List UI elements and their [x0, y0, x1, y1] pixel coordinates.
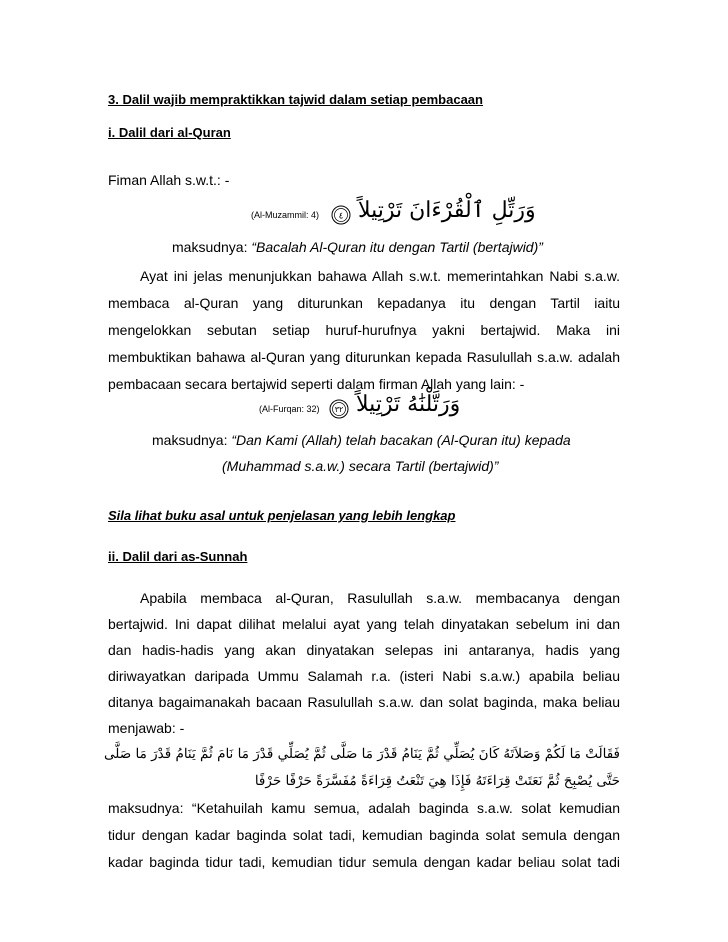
section-heading-quran: i. Dalil dari al-Quran — [108, 125, 231, 140]
ayah1-meaning-label: maksudnya: — [172, 239, 248, 255]
para1-line-2: membaca al-Quran yang diturunkan kepadanya itu dengan Tartil iaitu — [108, 295, 620, 311]
ayah2-arabic: وَرَتَّلْنَٰهُ تَرْتِيلاً — [356, 392, 461, 417]
para1-line-5: pembacaan secara bertajwid seperti dalam firman Allah yang lain: - — [108, 376, 525, 392]
para1-line-3: mengelokkan sebutan setiap huruf-hurufnya yakni bertajwid. Maka ini — [108, 322, 620, 338]
ayah-number-marker-icon — [328, 398, 350, 420]
ayah2-number: ٣٢ — [334, 405, 344, 414]
para2-line-6: menjawab: - — [108, 720, 185, 736]
ayah1-number: ٤ — [338, 211, 344, 222]
para2-line-4: diriwayatkan daripada Ummu Salamah r.a. (isteri Nabi s.a.w.) apabila beliau — [108, 668, 620, 684]
para2-line-3: dan hadis-hadis yang akan dinyatakan selepas ini antaranya, hadis yang — [108, 642, 620, 658]
ayah-number-marker-icon — [330, 204, 352, 226]
ayah2-meaning-label: maksudnya: — [152, 432, 228, 448]
ayah2-meaning-row — [152, 432, 571, 448]
para1-line-1: Ayat ini jelas menunjukkan bahawa Allah s.w.t. memerintahkan Nabi s.a.w. — [140, 268, 620, 284]
ayah1-meaning: “Bacalah Al-Quran itu dengan Tartil (bertajwid)” — [251, 239, 543, 255]
para1-line-4: membuktikan bahawa al-Quran yang diturunkan kepada Rasulullah s.a.w. adalah — [108, 349, 620, 365]
para3-line-2: tidur dengan kadar baginda solat tadi, kemudian baginda solat semula dengan — [108, 827, 620, 843]
ayah2-meaning-1: “Dan Kami (Allah) telah bacakan (Al-Quran itu) kepada — [231, 432, 571, 448]
para2-line-5: ditanya bagaimanakah bacaan Rasulullah s.a.w. dan solat baginda, maka beliau — [108, 694, 620, 710]
ayah2-meaning-2: (Muhammad s.a.w.) secara Tartil (bertajwid)” — [222, 458, 499, 474]
para3-line-3: kadar baginda tidur tadi, kemudian tidur semula dengan kadar beliau solat tadi — [108, 854, 620, 870]
para2-line-1: Apabila membaca al-Quran, Rasulullah s.a.w. membacanya dengan — [140, 590, 620, 606]
ayah1-arabic: وَرَتِّلِ ٱلْقُرْءَانَ تَرْتِيلاً — [358, 198, 536, 223]
section-heading-sunnah: ii. Dalil dari as-Sunnah — [108, 549, 248, 564]
para2-line-2: bertajwid. Ini dapat dilihat melalui ayat yang telah dinyatakan sebelum ini dan — [108, 616, 620, 632]
hadith-arabic-line-2: حَتَّى يُصْبِحَ ثُمَّ نَعَتَتْ قِرَاءَتَهُ فَإِذَا هِيَ تَنْعَتُ قِرَاءَةً مُفَسَّرَةً حَرْفًا حَرْفًا — [254, 773, 620, 789]
ayah1-reference: (Al-Muzammil: 4) — [251, 210, 320, 220]
section-heading-3: 3. Dalil wajib mempraktikkan tajwid dalam setiap pembacaan — [108, 92, 483, 107]
ayah2-reference: (Al-Furqan: 32) — [259, 404, 320, 414]
reference-note: Sila lihat buku asal untuk penjelasan yang lebih lengkap — [108, 508, 456, 523]
intro-text: Fiman Allah s.w.t.: - — [108, 172, 230, 188]
para3-line-1: maksudnya: “Ketahuilah kamu semua, adalah baginda s.a.w. solat kemudian — [108, 800, 620, 816]
hadith-arabic-line-1: فَقَالَتْ مَا لَكُمْ وَصَلاَتَهُ كَانَ يُصَلِّي ثُمَّ يَنَامُ قَدْرَ مَا صَلَّى ثُمَّ يُصَلِّي قَدْرَ مَا نَامَ ثُمَّ يَنَامُ قَدْرَ مَا صَلَّى — [104, 746, 620, 762]
ayah1-meaning-row — [172, 239, 543, 255]
